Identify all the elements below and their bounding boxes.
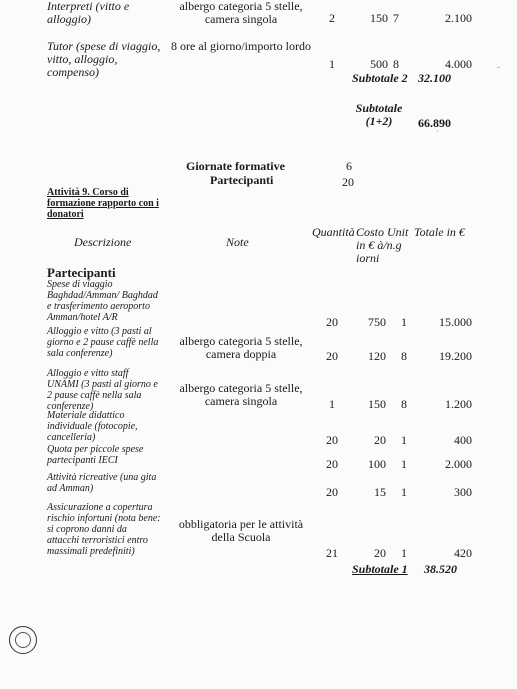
row-description: Assicurazione a copertura rischio infortuni (nota bene: si coprono danni da attacchi terroristici entro massimali predefiniti) [47,502,161,557]
row-units: 1 [401,315,407,329]
row-description: Tutor (spese di viaggio, vitto, alloggio, compenso) [47,39,161,79]
row-description: Materiale didattico individuale (fotocopie, cancelleria) [47,410,138,443]
row-unit-cost: 150 [370,11,388,25]
row-quantity: 2 [329,11,335,25]
row-unit-cost: 150 [368,397,386,411]
row-quantity: 20 [326,315,338,329]
giornate-value: 6 [346,159,352,173]
row-unit-cost: 750 [368,315,386,329]
giornate-label: Giornate formative [186,159,285,173]
row-note: 8 ore al giorno/importo lordo [171,39,311,53]
row-description: Attività ricreative (una gita ad Amman) [47,472,157,494]
row-total: 420 [454,546,472,560]
row-unit-cost: 20 [374,433,386,447]
row-units: 8 [393,57,399,71]
subtotal-2-label: Subtotale 2 [352,71,408,85]
row-quantity: 1 [329,397,335,411]
header-description: Descrizione [74,235,132,249]
row-units: 1 [401,485,407,499]
row-units: 8 [401,349,407,363]
row-quantity: 21 [326,546,338,560]
row-total: 2.100 [445,11,472,25]
row-unit-cost: 15 [374,485,386,499]
row-unit-cost: 20 [374,546,386,560]
row-total: 15.000 [439,315,472,329]
activity-title: Attività 9. Corso di formazione rapporto con i donatori [47,187,159,220]
row-units: 7 [393,11,399,25]
row-note: albergo categoria 5 stelle, camera singola [179,381,303,408]
subtotal-1-2-value: 66.890 [418,116,451,130]
row-note: albergo categoria 5 stelle, camera doppia [179,334,303,361]
row-quantity: 20 [326,485,338,499]
header-unit-cost: Costo Unit in € à/n.g iorni [356,225,409,265]
row-quantity: 20 [326,349,338,363]
row-units: 1 [401,433,407,447]
header-total: Totale in € [414,225,465,239]
row-quantity: 20 [326,457,338,471]
row-total: 19.200 [439,349,472,363]
row-total: 2.000 [445,457,472,471]
subtotal-1-2-label: Subtotale (1+2) [355,101,403,128]
partecipanti-label: Partecipanti [210,173,274,187]
header-note: Note [226,235,249,249]
row-note: albergo categoria 5 stelle, camera singola [179,0,303,26]
row-total: 1.200 [445,397,472,411]
row-quantity: 20 [326,433,338,447]
row-units: 8 [401,397,407,411]
row-description: Alloggio e vitto (3 pasti al giorno e 2 pause caffè nella sala conferenze) [47,326,159,359]
row-total: 400 [454,433,472,447]
row-note: obbligatoria per le attività della Scuola [178,517,304,544]
scan-mark: - [497,62,501,73]
row-unit-cost: 120 [368,349,386,363]
section-title: Partecipanti [47,265,116,280]
row-unit-cost: 100 [368,457,386,471]
row-units: 1 [401,457,407,471]
scan-mark: ` [436,130,440,141]
partecipanti-value: 20 [342,175,354,189]
subtotal-1-value: 38.520 [424,562,457,576]
row-description: Interpreti (vitto e alloggio) [47,0,130,26]
row-description: Spese di viaggio Baghdad/Amman/ Baghdad e trasferimento aeroporto Amman/hotel A/R [47,279,158,323]
header-quantity: Quantità [312,225,355,239]
subtotal-2-value: 32.100 [418,71,451,85]
row-unit-cost: 500 [370,57,388,71]
row-total: 300 [454,485,472,499]
row-description: Alloggio e vitto staff UNAMI (3 pasti al giorno e 2 pause caffè nella sala conferenze) [47,368,158,412]
stamp-icon [9,626,37,654]
subtotal-1-label: Subtotale 1 [352,562,408,576]
row-description: Quota per piccole spese partecipanti IECI [47,444,144,466]
row-quantity: 1 [329,57,335,71]
row-total: 4.000 [445,57,472,71]
row-units: 1 [401,546,407,560]
